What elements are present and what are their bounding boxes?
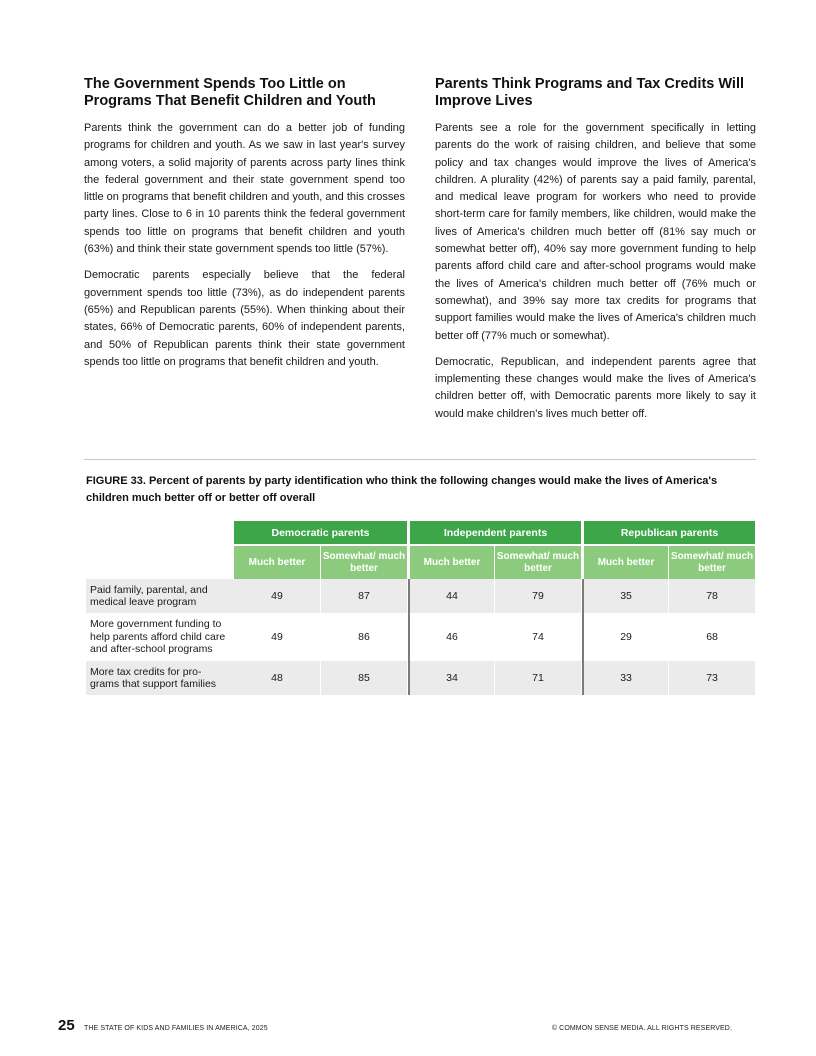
table-cell: 49	[234, 613, 321, 661]
subheader-somewhat-much-better: Somewhat/ much better	[321, 544, 408, 579]
figure-table	[86, 521, 756, 695]
group-header-republican: Republican parents	[582, 521, 756, 544]
section-divider	[84, 459, 756, 460]
right-column	[435, 76, 756, 432]
table-cell: 86	[321, 613, 408, 661]
table-cell: 48	[234, 661, 321, 695]
subheader-somewhat-much-better: Somewhat/ much better	[495, 544, 582, 579]
table-cell: 49	[234, 579, 321, 613]
row-label: Paid family, parental, and medical leave program	[86, 579, 234, 613]
table-row	[86, 613, 756, 661]
subheader-somewhat-much-better: Somewhat/ much better	[669, 544, 756, 579]
table-cell: 87	[321, 579, 408, 613]
table-cell: 33	[582, 661, 669, 695]
table-cell: 35	[582, 579, 669, 613]
table-cell: 85	[321, 661, 408, 695]
subheader-much-better: Much better	[234, 544, 321, 579]
group-header-independent: Independent parents	[408, 521, 582, 544]
right-paragraph: Parents see a role for the government specifically in letting parents do the work of raising children, and believe that some policy and tax changes would improve the lives of America's children. A plurality (42%) of parents say a paid family, parental, and medical leave program for workers who need to provide short-term care for family members, like children, would make the lives of America's children much better off (81% say much or somewhat better off), 40% say more government funding to help parents afford child care and after-school programs would make the lives of America's children much better off (76% much or somewhat), and 39% say more tax credits for programs that support families would make the lives of America's children much better off (77% much or somewhat).	[435, 122, 756, 342]
page-number: 25	[58, 1017, 75, 1034]
table-cell: 78	[669, 579, 756, 613]
left-paragraph: Democratic parents especially believe that the federal government spends too little (73%), as do independent parents (65%) and Republican parents (55%). When thinking about their states, 66% of Democratic parents, 60% of independent parents, and 50% of Republican parents think their state government spends too little on programs that benefit children and youth.	[84, 269, 405, 368]
table-cell: 44	[408, 579, 495, 613]
row-label: More government funding to help parents afford child care and after-school programs	[86, 613, 234, 661]
footer-copyright: © COMMON SENSE MEDIA. ALL RIGHTS RESERVED.	[551, 1025, 732, 1032]
figure-caption: FIGURE 33. Percent of parents by party identification who think the following changes would make the lives of America's children much better off or better off overall	[86, 475, 718, 504]
left-column	[84, 76, 405, 380]
table-row	[86, 579, 756, 613]
right-heading: Parents Think Programs and Tax Credits Will Improve Lives	[435, 76, 745, 109]
table-cell: 79	[495, 579, 582, 613]
table-corner	[86, 521, 234, 544]
left-heading: The Government Spends Too Little on Programs That Benefit Children and Youth	[84, 76, 376, 109]
table-cell: 29	[582, 613, 669, 661]
table-cell: 34	[408, 661, 495, 695]
row-label: More tax credits for pro- grams that support families	[86, 661, 234, 695]
footer-report-title: THE STATE OF KIDS AND FAMILIES IN AMERICA, 2025	[84, 1025, 268, 1032]
table-row	[86, 661, 756, 695]
subheader-much-better: Much better	[582, 544, 669, 579]
table-corner	[86, 544, 234, 579]
subheader-much-better: Much better	[408, 544, 495, 579]
right-paragraph: Democratic, Republican, and independent parents agree that implementing these changes would make the lives of America's children better off, with Democratic parents more likely to say it would make children's lives much better off.	[435, 355, 756, 420]
table-cell: 73	[669, 661, 756, 695]
group-header-democratic: Democratic parents	[234, 521, 408, 544]
left-paragraph: Parents think the government can do a better job of funding programs for children and youth. As we saw in last year's survey among voters, a solid majority of parents across party lines think the federal government and their state government spend too little on programs that benefit children and youth, and this crosses party lines. Close to 6 in 10 parents think the federal government spends too little on programs that benefit children and youth (63%) and think their state government spends too little (57%).	[84, 122, 405, 256]
table-cell: 46	[408, 613, 495, 661]
table-cell: 74	[495, 613, 582, 661]
table-cell: 71	[495, 661, 582, 695]
table-cell: 68	[669, 613, 756, 661]
